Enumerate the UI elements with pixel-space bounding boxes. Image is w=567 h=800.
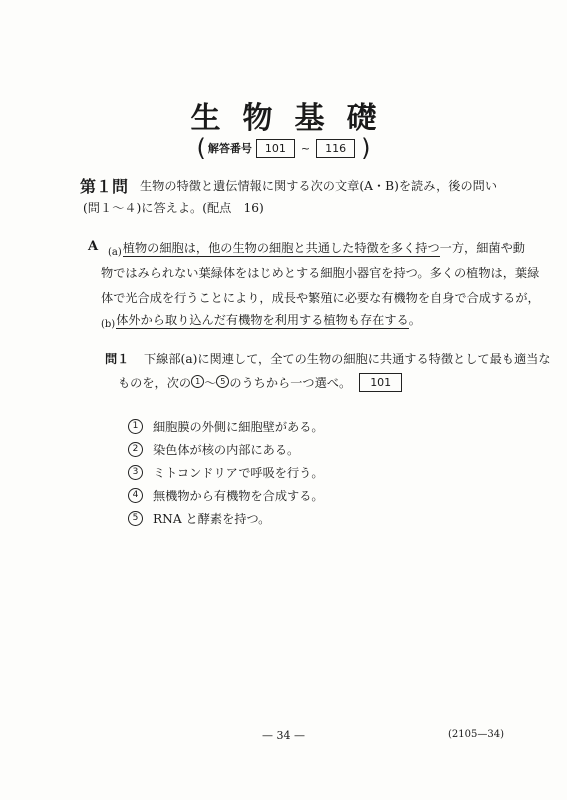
answer-number-range: ( 解答番号 101 ~ 116 ) [196,134,371,162]
option-number: 1 [128,419,143,434]
question-1-intro-line2: (問１～４)に答えよ。(配点 16) [83,201,264,215]
range-start-num: 1 [191,375,204,388]
question-1-label: 第１問 [80,177,129,196]
option-number: 2 [128,442,143,457]
option-number: 4 [128,488,143,503]
marker-b: (b) [101,319,116,330]
option-text: 無機物から有機物を合成する。 [153,489,324,503]
option-3 [128,464,324,481]
page-number: — 34 — [262,729,305,742]
marker-a: (a) [108,247,122,258]
answer-number-label: 解答番号 [207,142,252,155]
option-number: 3 [128,465,143,480]
sub-question-1-line1: 下線部(a)に関連して，全ての生物の細胞に共通する特徴として最も適当な [144,352,551,366]
exam-code: (2105—34) [448,729,504,740]
passage-a-line3: 体で光合成を行うことにより，成長や繁殖に必要な有機物を自身で合成するが， [101,291,540,305]
option-2 [128,441,299,458]
sub-question-1-line2: ものを，次の 1 ～ 5 のうちから一つ選べ。 101 [118,373,402,392]
answer-box-101: 101 [359,373,402,392]
option-text: 細胞膜の外側に細胞壁がある。 [153,420,324,434]
option-text: 染色体が核の内部にある。 [153,443,300,457]
option-1 [128,418,324,435]
page-title: 生物基礎 [190,101,399,136]
passage-a-line4: $_{(b)}$体外から取り込んだ有機物を利用する植物も存在する。 [101,313,421,330]
option-text: ミトコンドリアで呼吸を行う。 [153,466,324,480]
range-tilde: ~ [300,141,311,155]
option-5 [128,510,270,527]
answer-box-end: 116 [316,139,355,158]
option-text: RNA と酵素を持つ。 [153,512,271,526]
underline-a: 植物の細胞は，他の生物の細胞と共通した特徴を多く持つ [122,241,440,255]
passage-a-label: A [88,239,99,254]
question-1-intro-line1: 生物の特徴と遺伝情報に関する次の文章(A・B)を読み，後の問い [140,179,498,193]
passage-a-line2: 物ではみられない葉緑体をはじめとする細胞小器官を持つ。多くの植物は，葉緑 [101,266,540,280]
answer-box-start: 101 [256,139,295,158]
underline-b: 体外から取り込んだ有機物を利用する植物も存在する [116,313,409,327]
option-4 [128,487,324,504]
range-end-num: 5 [216,375,229,388]
sub-question-1-label: 問１ [105,352,130,366]
passage-a-line1: $_{(a)}$植物の細胞は，他の生物の細胞と共通した特徴を多く持つ一方，細菌や動 [108,241,525,258]
option-number: 5 [128,511,143,526]
